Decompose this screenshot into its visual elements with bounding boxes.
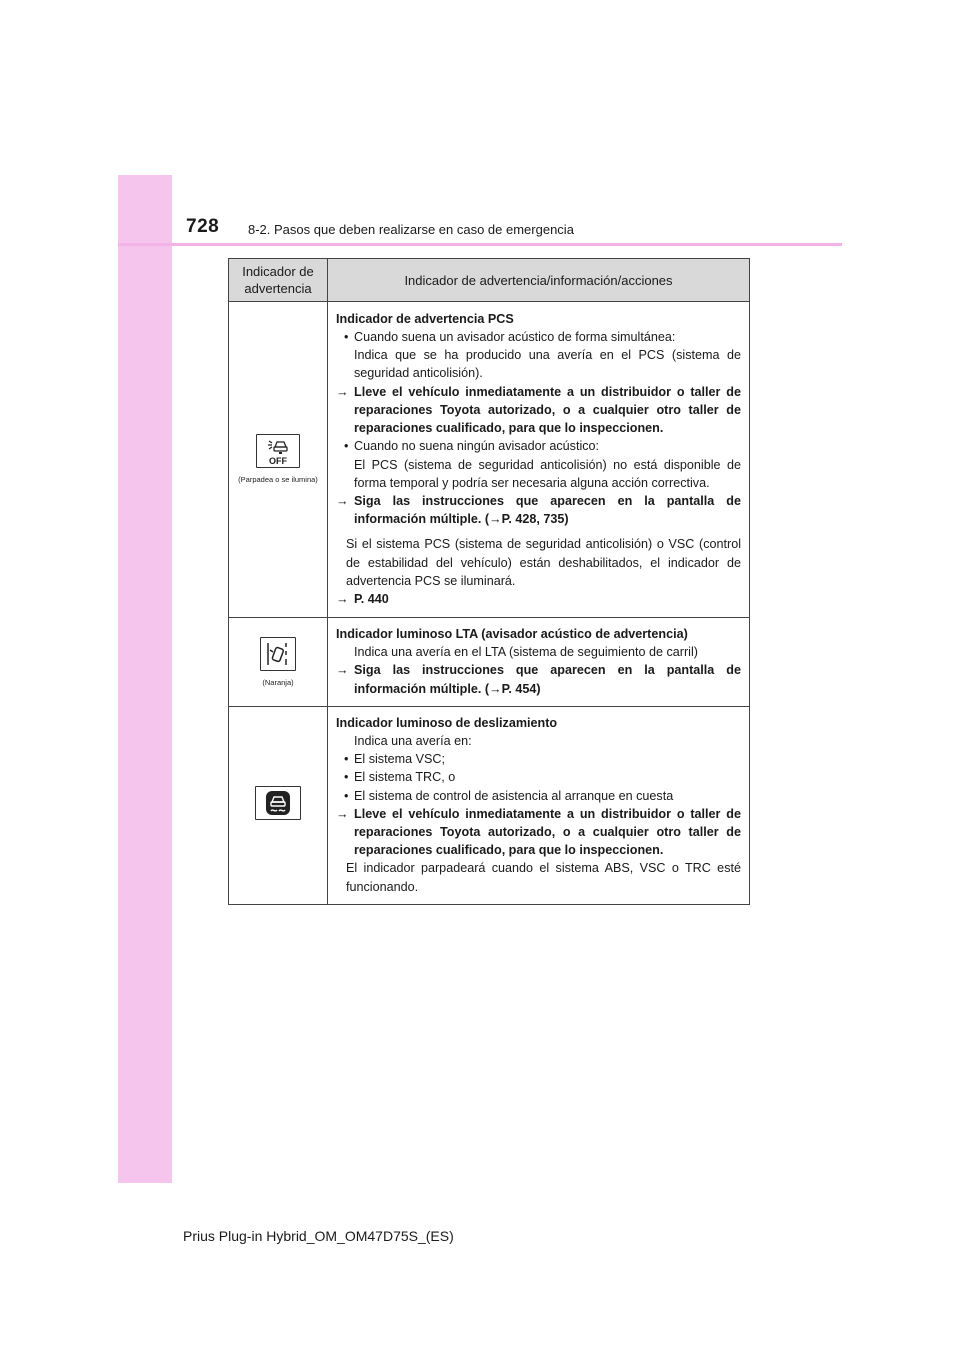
action-text: → Lleve el vehículo inmediatamente a un distribuidor o taller de reparaciones Toyota autorizado, o a cualquier otro taller de reparaciones cualificado, para que lo inspeccionen. xyxy=(336,383,741,438)
page-reference: → P. 440 xyxy=(336,590,741,608)
action-text: → Siga las instrucciones que aparecen en la pantalla de información múltiple. (→P. 454) xyxy=(336,661,741,697)
list-item: • Cuando no suena ningún avisador acústico: xyxy=(336,437,741,455)
section-title: 8-2. Pasos que deben realizarse en caso de emergencia xyxy=(248,222,574,237)
info-cell xyxy=(328,618,750,707)
row-title: Indicador de advertencia PCS xyxy=(336,311,514,326)
pcs-off-icon xyxy=(256,434,300,468)
action-text: → Lleve el vehículo inmediatamente a un distribuidor o taller de reparaciones Toyota autorizado, o a cualquier otro taller de reparaciones cualificado, para que lo inspeccionen. xyxy=(336,805,741,860)
list-item: • El sistema VSC; xyxy=(336,750,741,768)
description-text: Indica que se ha producido una avería en el PCS (sistema de seguridad anticolisión). xyxy=(354,348,741,381)
table-row xyxy=(229,302,750,618)
list-item: • El sistema TRC, o xyxy=(336,768,741,786)
action-text: → Siga las instrucciones que aparecen en la pantalla de información múltiple. (→P. 428, 735) xyxy=(336,492,741,528)
list-item: • El sistema de control de asistencia al arranque en cuesta xyxy=(336,787,741,805)
column-header-info: Indicador de advertencia/información/acciones xyxy=(328,259,750,302)
icon-cell xyxy=(229,706,328,904)
icon-cell xyxy=(229,618,328,707)
row-title: Indicador luminoso de deslizamiento xyxy=(336,715,558,730)
info-cell xyxy=(328,706,750,904)
column-header-indicator: Indicador de advertencia xyxy=(229,259,328,302)
warning-indicator-table xyxy=(228,258,750,905)
note-text: Si el sistema PCS (sistema de seguridad anticolisión) o VSC (control de estabilidad del vehículo) están deshabilitados, el indicador de advertencia PCS se iluminará. xyxy=(346,537,741,588)
description-text: Indica una avería en el LTA (sistema de seguimiento de carril) xyxy=(354,645,698,660)
table-row xyxy=(229,618,750,707)
table-header-row xyxy=(229,259,750,302)
slip-indicator-icon xyxy=(255,786,301,820)
chapter-side-tab xyxy=(118,175,172,1183)
note-text: El indicador parpadeará cuando el sistema ABS, VSC o TRC esté funcionando. xyxy=(346,861,741,894)
lane-departure-icon xyxy=(260,637,296,671)
pcs-off-label: OFF xyxy=(269,456,287,467)
footer-document-id: Prius Plug-in Hybrid_OM_OM47D75S_(ES) xyxy=(183,1228,454,1244)
icon-caption: (Naranja) xyxy=(262,677,294,687)
page-number: 728 xyxy=(186,216,220,237)
icon-cell xyxy=(229,302,328,618)
description-text: El PCS (sistema de seguridad anticolisión) no está disponible de forma temporal y podría ser necesaria alguna acción correctiva. xyxy=(354,457,741,490)
icon-caption: (Parpadea o se ilumina) xyxy=(238,475,318,485)
info-cell xyxy=(328,302,750,618)
header-divider xyxy=(118,243,842,246)
list-item: • Cuando suena un avisador acústico de forma simultánea: xyxy=(336,328,741,346)
description-text: Indica una avería en: xyxy=(354,734,472,749)
row-title: Indicador luminoso LTA (avisador acústico de advertencia) xyxy=(336,627,688,641)
table-row xyxy=(229,706,750,904)
